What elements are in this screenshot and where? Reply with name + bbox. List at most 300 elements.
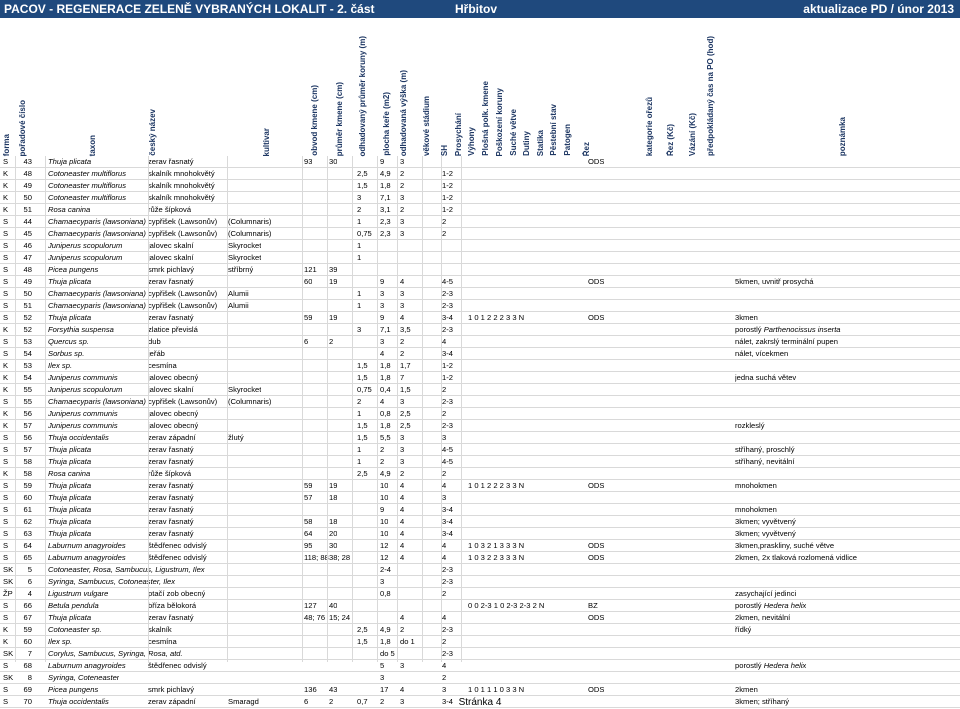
cell-v: 10	[380, 529, 389, 538]
cell-f: S	[3, 529, 9, 538]
cell-s: 3	[400, 289, 405, 298]
cell-pk: 1,5	[357, 637, 368, 646]
cell-c: zerav řasnatý	[148, 277, 194, 286]
cell-pk: 2	[357, 205, 362, 214]
cell-sh: 2-3	[442, 289, 453, 298]
cell-p: 15; 24	[329, 613, 351, 622]
cell-s: 4	[400, 553, 405, 562]
column-header: věkové stádium	[422, 95, 431, 156]
cell-sh: 1-2	[442, 181, 453, 190]
cell-f: SK	[3, 565, 14, 574]
cell-v: 7,1	[380, 325, 391, 334]
cell-v: 1,8	[380, 421, 391, 430]
cell-f: K	[3, 169, 9, 178]
cell-f: S	[3, 445, 9, 454]
table-row	[0, 648, 960, 660]
table-row	[0, 528, 960, 540]
cell-sh: 2	[442, 589, 447, 598]
cell-sh: 2	[442, 385, 447, 394]
cell-f: K	[3, 625, 9, 634]
cell-t: Thuja plicata	[48, 445, 92, 454]
column-header: předpokládaný čas na PO (hod)	[706, 35, 715, 156]
cell-s: 1,7	[400, 361, 411, 370]
cell-c: cypřišek (Lawsonův)	[148, 289, 218, 298]
cell-sh: 2-3	[442, 397, 453, 406]
cell-c: cesmína	[148, 361, 177, 370]
table-row	[0, 456, 960, 468]
cell-s: 3	[400, 433, 405, 442]
cell-s: 4	[400, 481, 405, 490]
cell-sh: 3	[442, 493, 447, 502]
cell-k: (Columnaris)	[228, 217, 272, 226]
column-header: český název	[148, 109, 157, 156]
cell-t: Syringa, Sambucus, Cotoneaster, Ilex	[48, 577, 176, 586]
cell-t: Thuja occidentalis	[48, 697, 109, 706]
cell-n: 66	[23, 601, 32, 610]
cell-v: 12	[380, 541, 389, 550]
cell-f: S	[3, 517, 9, 526]
cell-sh: 1-2	[442, 169, 453, 178]
cell-sh: 4-5	[442, 445, 453, 454]
cell-s: 2	[400, 337, 405, 346]
cell-s: 4	[400, 529, 405, 538]
cell-o: 58	[304, 517, 313, 526]
cell-f: K	[3, 421, 9, 430]
cell-f: S	[3, 337, 9, 346]
cell-sh: 4	[442, 541, 447, 550]
cell-v: 4	[380, 349, 385, 358]
cell-note: nálet, zakrslý terminální pupen	[735, 337, 838, 346]
cell-k: Alumii	[228, 301, 249, 310]
column-header: pořadové číslo	[18, 99, 27, 156]
cell-v: 2-4	[380, 565, 391, 574]
cell-t: Juniperus scopulorum	[48, 385, 123, 394]
table-row	[0, 228, 960, 240]
cell-k: (Columnaris)	[228, 229, 272, 238]
cell-n: 60	[23, 493, 32, 502]
cell-c: jalovec obecný	[148, 409, 199, 418]
cell-sh: 2-3	[442, 301, 453, 310]
cell-n: 64	[23, 541, 32, 550]
cell-n: 58	[23, 457, 32, 466]
table-row	[0, 636, 960, 648]
cell-c: cypřišek (Lawsonův)	[148, 217, 218, 226]
cell-note: mnohokmen	[735, 505, 777, 514]
cell-sh: 1-2	[442, 361, 453, 370]
cell-sh: 2	[442, 469, 447, 478]
cell-n: 63	[23, 529, 32, 538]
cell-p: 40	[329, 601, 338, 610]
column-header: Statika	[536, 129, 545, 156]
cell-pk: 2	[357, 397, 362, 406]
cell-c: štědřenec odvislý	[148, 661, 207, 670]
cell-n: 55	[23, 397, 32, 406]
cell-p: 18	[329, 493, 338, 502]
cell-c: zerav řasnatý	[148, 313, 194, 322]
cell-c: zerav řasnatý	[148, 517, 194, 526]
cell-f: S	[3, 217, 9, 226]
cell-v: 17	[380, 685, 389, 694]
cell-f: S	[3, 313, 9, 322]
cell-t: Thuja plicata	[48, 277, 92, 286]
cell-k: Skyrocket	[228, 385, 262, 394]
table-row	[0, 372, 960, 384]
cell-n: 49	[23, 181, 32, 190]
cell-o: 127	[304, 601, 317, 610]
table-row	[0, 360, 960, 372]
cell-f: S	[3, 397, 9, 406]
cell-n: 49	[23, 277, 32, 286]
cell-t: Syringa, Coteneaster	[48, 673, 120, 682]
cell-pk: 1	[357, 409, 362, 418]
cell-f: S	[3, 349, 9, 358]
cell-c: cypřišek (Lawsonův)	[148, 229, 218, 238]
column-header: průměr kmene (cm)	[335, 81, 344, 156]
cell-n: 67	[23, 613, 32, 622]
cell-s: 2	[400, 181, 405, 190]
cell-p: 18	[329, 517, 338, 526]
cell-s: 3	[400, 457, 405, 466]
table-row	[0, 168, 960, 180]
cell-t: Thuja plicata	[48, 505, 92, 514]
column-header: Výhony	[467, 127, 476, 156]
cell-t: Sorbus sp.	[48, 349, 85, 358]
cell-sh: 2-3	[442, 565, 453, 574]
cell-p: 20	[329, 529, 338, 538]
column-header: plocha keře (m2)	[382, 92, 391, 156]
table-row	[0, 240, 960, 252]
cell-f: K	[3, 469, 9, 478]
cell-pk: 1	[357, 217, 362, 226]
cell-pk: 1	[357, 241, 362, 250]
cell-s: 3	[400, 301, 405, 310]
cell-f: S	[3, 601, 9, 610]
table-row	[0, 264, 960, 276]
cell-v: 2	[380, 697, 385, 706]
cell-ods: ODS	[588, 157, 605, 166]
cell-f: SK	[3, 673, 14, 682]
table-row	[0, 672, 960, 684]
cell-t: Juniperus scopulorum	[48, 253, 123, 262]
cell-note: 2kmen, 2x tlaková rozlomená vidlice	[735, 553, 857, 562]
cell-k: Skyrocket	[228, 241, 262, 250]
cell-s: 3,5	[400, 325, 411, 334]
cell-t: Chamaecyparis (lawsoniana)	[48, 289, 146, 298]
cell-note: 5kmen, uvnitř prosychá	[735, 277, 814, 286]
cell-n: 69	[23, 685, 32, 694]
cell-sh: 1-2	[442, 373, 453, 382]
cell-p: 2	[329, 337, 334, 346]
cell-ods: ODS	[588, 313, 605, 322]
column-header: Dutiny	[522, 131, 531, 156]
column-header: forma	[2, 133, 11, 156]
table-row	[0, 204, 960, 216]
table-row	[0, 192, 960, 204]
cell-o: 59	[304, 313, 313, 322]
cell-v: do 5	[380, 649, 395, 658]
cell-s: 3	[400, 697, 405, 706]
cell-sh: 2-3	[442, 325, 453, 334]
cell-c: dub	[148, 337, 161, 346]
column-header: Patogen	[563, 124, 572, 156]
cell-s: 3	[400, 661, 405, 670]
cell-t: Thuja plicata	[48, 613, 92, 622]
cell-t: Chamaecyparis (lawsoniana)	[48, 217, 146, 226]
cell-note: zasychající jedinci	[735, 589, 797, 598]
table-row	[0, 504, 960, 516]
cell-v: 4,9	[380, 169, 391, 178]
cell-c: štědřenec odvislý	[148, 553, 207, 562]
cell-f: K	[3, 409, 9, 418]
cell-sh: 2-3	[442, 577, 453, 586]
cell-v: 2	[380, 445, 385, 454]
cell-f: S	[3, 697, 9, 706]
cell-f: S	[3, 229, 9, 238]
cell-c: zerav řasnatý	[148, 445, 194, 454]
cell-f: S	[3, 685, 9, 694]
cell-sh: 4-5	[442, 457, 453, 466]
cell-n: 57	[23, 445, 32, 454]
cell-sh: 4-5	[442, 277, 453, 286]
cell-c: skalník mnohokvětý	[148, 169, 215, 178]
cell-n: 52	[23, 313, 32, 322]
cell-v: 9	[380, 277, 385, 286]
cell-pk: 1,5	[357, 361, 368, 370]
cell-ods: ODS	[588, 553, 605, 562]
cell-f: K	[3, 193, 9, 202]
cell-f: S	[3, 505, 9, 514]
cell-t: Cotoneaster multiflorus	[48, 169, 127, 178]
cell-o: 48; 76	[304, 613, 326, 622]
cell-f: K	[3, 361, 9, 370]
cell-pk: 0,75	[357, 229, 372, 238]
cell-n: 54	[23, 373, 32, 382]
cell-v: 10	[380, 481, 389, 490]
cell-v: 12	[380, 553, 389, 562]
cell-n: 57	[23, 421, 32, 430]
cell-s: 7	[400, 373, 405, 382]
cell-k: (Columnaris)	[228, 397, 272, 406]
cell-pk: 3	[357, 325, 362, 334]
cell-pk: 2,5	[357, 625, 368, 634]
cell-pk: 0,75	[357, 385, 372, 394]
cell-s: 3	[400, 229, 405, 238]
cell-t: Chamaecyparis (lawsoniana)	[48, 397, 146, 406]
cell-p: 39	[329, 265, 338, 274]
cell-s: 4	[400, 505, 405, 514]
table-row	[0, 552, 960, 564]
cell-seq: 1 0 1 2 2 2 3 3 N	[468, 481, 525, 490]
cell-note: 2kmen, nevitální	[735, 613, 791, 622]
cell-c: zlatice převislá	[148, 325, 198, 334]
cell-ods: ODS	[588, 685, 605, 694]
cell-c: zerav řasnatý	[148, 613, 194, 622]
cell-s: 2,5	[400, 409, 411, 418]
cell-s: 2	[400, 625, 405, 634]
cell-n: 43	[23, 157, 32, 166]
cell-v: 3	[380, 673, 385, 682]
cell-note: jedna suchá větev	[735, 373, 797, 382]
cell-note: 3kmen; vyvětvený	[735, 529, 796, 538]
cell-c: smrk pichlavý	[148, 265, 194, 274]
table-row	[0, 432, 960, 444]
cell-v: 1,8	[380, 637, 391, 646]
cell-sh: 4	[442, 553, 447, 562]
cell-pk: 1,5	[357, 421, 368, 430]
cell-f: S	[3, 553, 9, 562]
cell-s: 2	[400, 205, 405, 214]
cell-f: S	[3, 493, 9, 502]
cell-c: růže šípková	[148, 205, 192, 214]
cell-pk: 0,7	[357, 697, 368, 706]
cell-k: Skyrocket	[228, 253, 262, 262]
page-footer: Stránka 4	[458, 697, 502, 708]
column-header: Suché větve	[509, 109, 518, 156]
cell-sh: 4	[442, 337, 447, 346]
cell-c: skalník mnohokvětý	[148, 193, 215, 202]
cell-s: 4	[400, 685, 405, 694]
cell-t: Laburnum anagyroides	[48, 553, 126, 562]
cell-sh: 2-3	[442, 625, 453, 634]
cell-c: zerav řasnatý	[148, 157, 194, 166]
cell-f: K	[3, 373, 9, 382]
cell-sh: 4	[442, 613, 447, 622]
cell-v: 4,9	[380, 469, 391, 478]
cell-n: 54	[23, 349, 32, 358]
cell-v: 0,4	[380, 385, 391, 394]
cell-sh: 2	[442, 229, 447, 238]
cell-k: Alumii	[228, 289, 249, 298]
table-row	[0, 624, 960, 636]
table-row	[0, 384, 960, 396]
cell-k: stříbrný	[228, 265, 254, 274]
cell-f: S	[3, 277, 9, 286]
cell-o: 57	[304, 493, 313, 502]
cell-t: Juniperus communis	[48, 421, 118, 430]
cell-t: Juniperus communis	[48, 409, 118, 418]
cell-n: 53	[23, 361, 32, 370]
cell-n: 46	[23, 241, 32, 250]
cell-f: S	[3, 433, 9, 442]
cell-n: 6	[27, 577, 32, 586]
cell-t: Thuja plicata	[48, 157, 92, 166]
cell-t: Thuja plicata	[48, 457, 92, 466]
cell-s: 4	[400, 313, 405, 322]
cell-f: ŽP	[3, 589, 13, 598]
cell-s: 4	[400, 541, 405, 550]
cell-p: 19	[329, 277, 338, 286]
cell-sh: 2-3	[442, 421, 453, 430]
cell-t: Ligustrum vulgare	[48, 589, 109, 598]
cell-sh: 3	[442, 685, 447, 694]
cell-n: 53	[23, 337, 32, 346]
cell-t: Thuja plicata	[48, 481, 92, 490]
cell-n: 61	[23, 505, 32, 514]
column-header: Prosychání	[454, 112, 463, 156]
column-header: odhadovaná výška (m)	[399, 69, 408, 156]
cell-sh: 3-4	[442, 529, 453, 538]
cell-t: Thuja occidentalis	[48, 433, 109, 442]
cell-t: Chamaecyparis (lawsoniana)	[48, 301, 146, 310]
cell-n: 4	[27, 589, 32, 598]
table-row	[0, 576, 960, 588]
cell-s: 3	[400, 193, 405, 202]
cell-n: 48	[23, 169, 32, 178]
column-header: Řez (Kč)	[666, 123, 675, 156]
cell-t: Thuja plicata	[48, 517, 92, 526]
cell-c: zerav řasnatý	[148, 505, 194, 514]
cell-t: Ilex sp.	[48, 637, 73, 646]
cell-seq: 1 0 1 1 1 0 3 3 N	[468, 685, 525, 694]
cell-note: 3kmen	[735, 313, 758, 322]
cell-n: 70	[23, 697, 32, 706]
cell-t: Ilex sp.	[48, 361, 73, 370]
cell-t: Betula pendula	[48, 601, 99, 610]
cell-o: 118; 88	[304, 553, 329, 562]
cell-n: 52	[23, 325, 32, 334]
cell-p: 43	[329, 685, 338, 694]
column-header: odhadovaný průměr koruny (m)	[358, 35, 367, 156]
cell-c: zerav západní	[148, 697, 196, 706]
cell-c: zerav řasnatý	[148, 493, 194, 502]
column-header: Pěstební stav	[549, 104, 558, 156]
cell-s: 3	[400, 397, 405, 406]
table-row	[0, 276, 960, 288]
cell-c: cypřišek (Lawsonův)	[148, 397, 218, 406]
table-row	[0, 564, 960, 576]
cell-s: 2	[400, 169, 405, 178]
cell-sh: 2-3	[442, 649, 453, 658]
cell-t: Forsythia suspensa	[48, 325, 114, 334]
cell-c: skalník mnohokvětý	[148, 181, 215, 190]
cell-note: nálet, vícekmen	[735, 349, 789, 358]
cell-s: 4	[400, 517, 405, 526]
column-header: kategorie ořezů	[645, 96, 654, 156]
cell-n: 56	[23, 409, 32, 418]
cell-sh: 4	[442, 481, 447, 490]
column-header: obvod kmene (cm)	[310, 85, 319, 156]
cell-sh: 3-4	[442, 517, 453, 526]
cell-v: 9	[380, 505, 385, 514]
cell-c: růže šípková	[148, 469, 192, 478]
cell-t: Picea pungens	[48, 685, 99, 694]
cell-f: K	[3, 325, 9, 334]
table-row	[0, 660, 960, 672]
cell-f: S	[3, 265, 9, 274]
header-bar	[0, 0, 960, 18]
table-row	[0, 252, 960, 264]
cell-note: řídký	[735, 625, 752, 634]
cell-c: jalovec obecný	[148, 421, 199, 430]
cell-pk: 1,5	[357, 181, 368, 190]
cell-n: 50	[23, 193, 32, 202]
cell-v: 0,8	[380, 409, 391, 418]
table-row	[0, 588, 960, 600]
cell-v: 3	[380, 577, 385, 586]
cell-n: 8	[27, 673, 32, 682]
cell-s: 4	[400, 277, 405, 286]
cell-o: 6	[304, 337, 309, 346]
cell-c: jalovec obecný	[148, 373, 199, 382]
cell-o: 121	[304, 265, 317, 274]
cell-c: jalovec skalní	[148, 253, 194, 262]
cell-f: S	[3, 157, 9, 166]
cell-c: zerav řasnatý	[148, 481, 194, 490]
header-center: Hřbitov	[455, 2, 497, 16]
cell-sh: 1-2	[442, 205, 453, 214]
cell-pk: 3	[357, 193, 362, 202]
cell-pk: 1	[357, 445, 362, 454]
